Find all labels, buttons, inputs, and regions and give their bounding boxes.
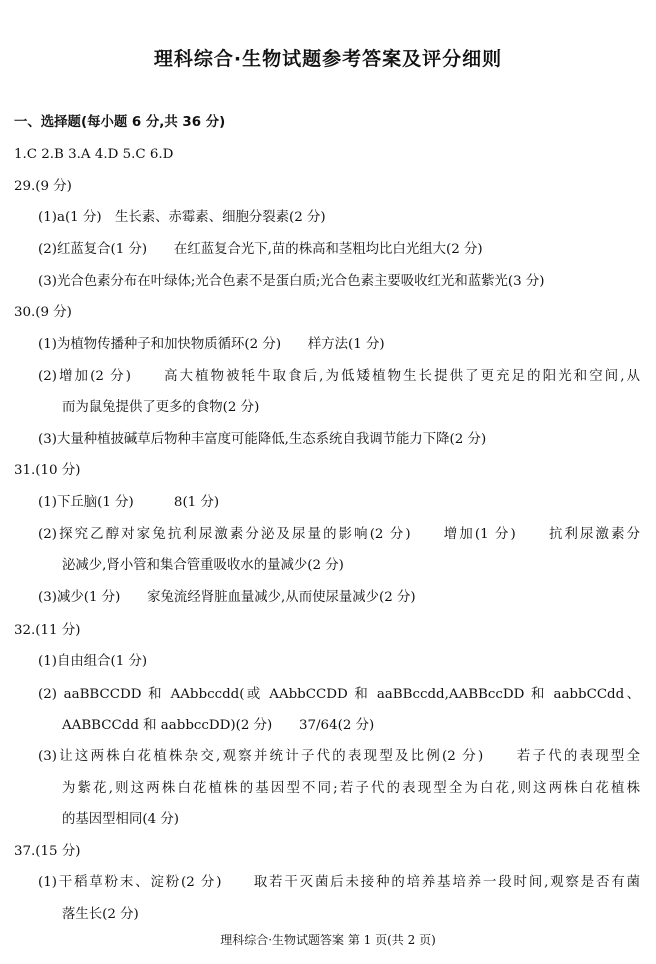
q29-answer-1: (1)a(1 分) 生长素、赤霉素、细胞分裂素(2 分) [38,210,326,225]
q31-answer-3: (3)减少(1 分) 家兔流经肾脏血量减少,从而使尿量减少(2 分) [38,590,416,605]
q30-header: 30.(9 分) [14,305,72,320]
q32-answer-3-line-3: 的基因型相同(4 分) [62,812,179,827]
q32-answer-3-line-2: 为紫花,则这两株白花植株的基因型不同;若子代的表现型全为白花,则这两株白花植株 [62,781,640,796]
q30-answer-1: (1)为植物传播种子和加快物质循环(2 分) 样方法(1 分) [38,337,385,352]
page-title: 理科综合·生物试题参考答案及评分细则 [153,48,503,70]
q29-header: 29.(9 分) [14,179,72,194]
q30-answer-2-line-2: 而为鼠兔提供了更多的食物(2 分) [62,400,260,415]
q32-answer-1: (1)自由组合(1 分) [38,654,148,669]
q37-answer-1-line-1: (1)干稻草粉末、淀粉(2 分) 取若干灭菌后未接种的培养基培养一段时间,观察是否有菌 [38,875,640,890]
q30-answer-3: (3)大量种植披碱草后物种丰富度可能降低,生态系统自我调节能力下降(2 分) [38,432,487,447]
q32-answer-2-line-1: (2) aaBBCCDD 和 AAbbccdd(或 AAbbCCDD 和 aaBBccdd,AABBccDD 和 aabbCCdd、 [38,687,640,702]
q32-answer-2-line-2: AABBCCdd 和 aabbccDD)(2 分) 37/64(2 分) [62,718,375,733]
q31-answer-2-line-2: 泌减少,肾小管和集合管重吸收水的量减少(2 分) [62,558,344,573]
q30-answer-2-line-1: (2)增加(2 分) 高大植物被牦牛取食后,为低矮植物生长提供了更充足的阳光和空间,从 [38,369,640,384]
q32-answer-3-line-1: (3)让这两株白花植株杂交,观察并统计子代的表现型及比例(2 分) 若子代的表现型全 [38,749,640,764]
q31-answer-2-line-1: (2)探究乙醇对家兔抗利尿激素分泌及尿量的影响(2 分) 增加(1 分) 抗利尿激素分 [38,527,640,542]
q29-answer-2: (2)红蓝复合(1 分) 在红蓝复合光下,苗的株高和茎粗均比白光组大(2 分) [38,242,483,257]
multiple-choice-answers: 1.C 2.B 3.A 4.D 5.C 6.D [14,147,174,162]
q31-header: 31.(10 分) [14,463,81,478]
section-heading-multiple-choice: 一、选择题(每小题 6 分,共 36 分) [14,115,226,130]
q31-answer-1: (1)下丘脑(1 分) 8(1 分) [38,495,220,510]
q37-header: 37.(15 分) [14,844,81,859]
q32-header: 32.(11 分) [14,623,81,638]
q37-answer-1-line-2: 落生长(2 分) [62,907,139,922]
q29-answer-3: (3)光合色素分布在叶绿体;光合色素不是蛋白质;光合色素主要吸收红光和蓝紫光(3 分) [38,274,545,289]
page-footer: 理科综合·生物试题答案 第 1 页(共 2 页) [220,933,436,947]
